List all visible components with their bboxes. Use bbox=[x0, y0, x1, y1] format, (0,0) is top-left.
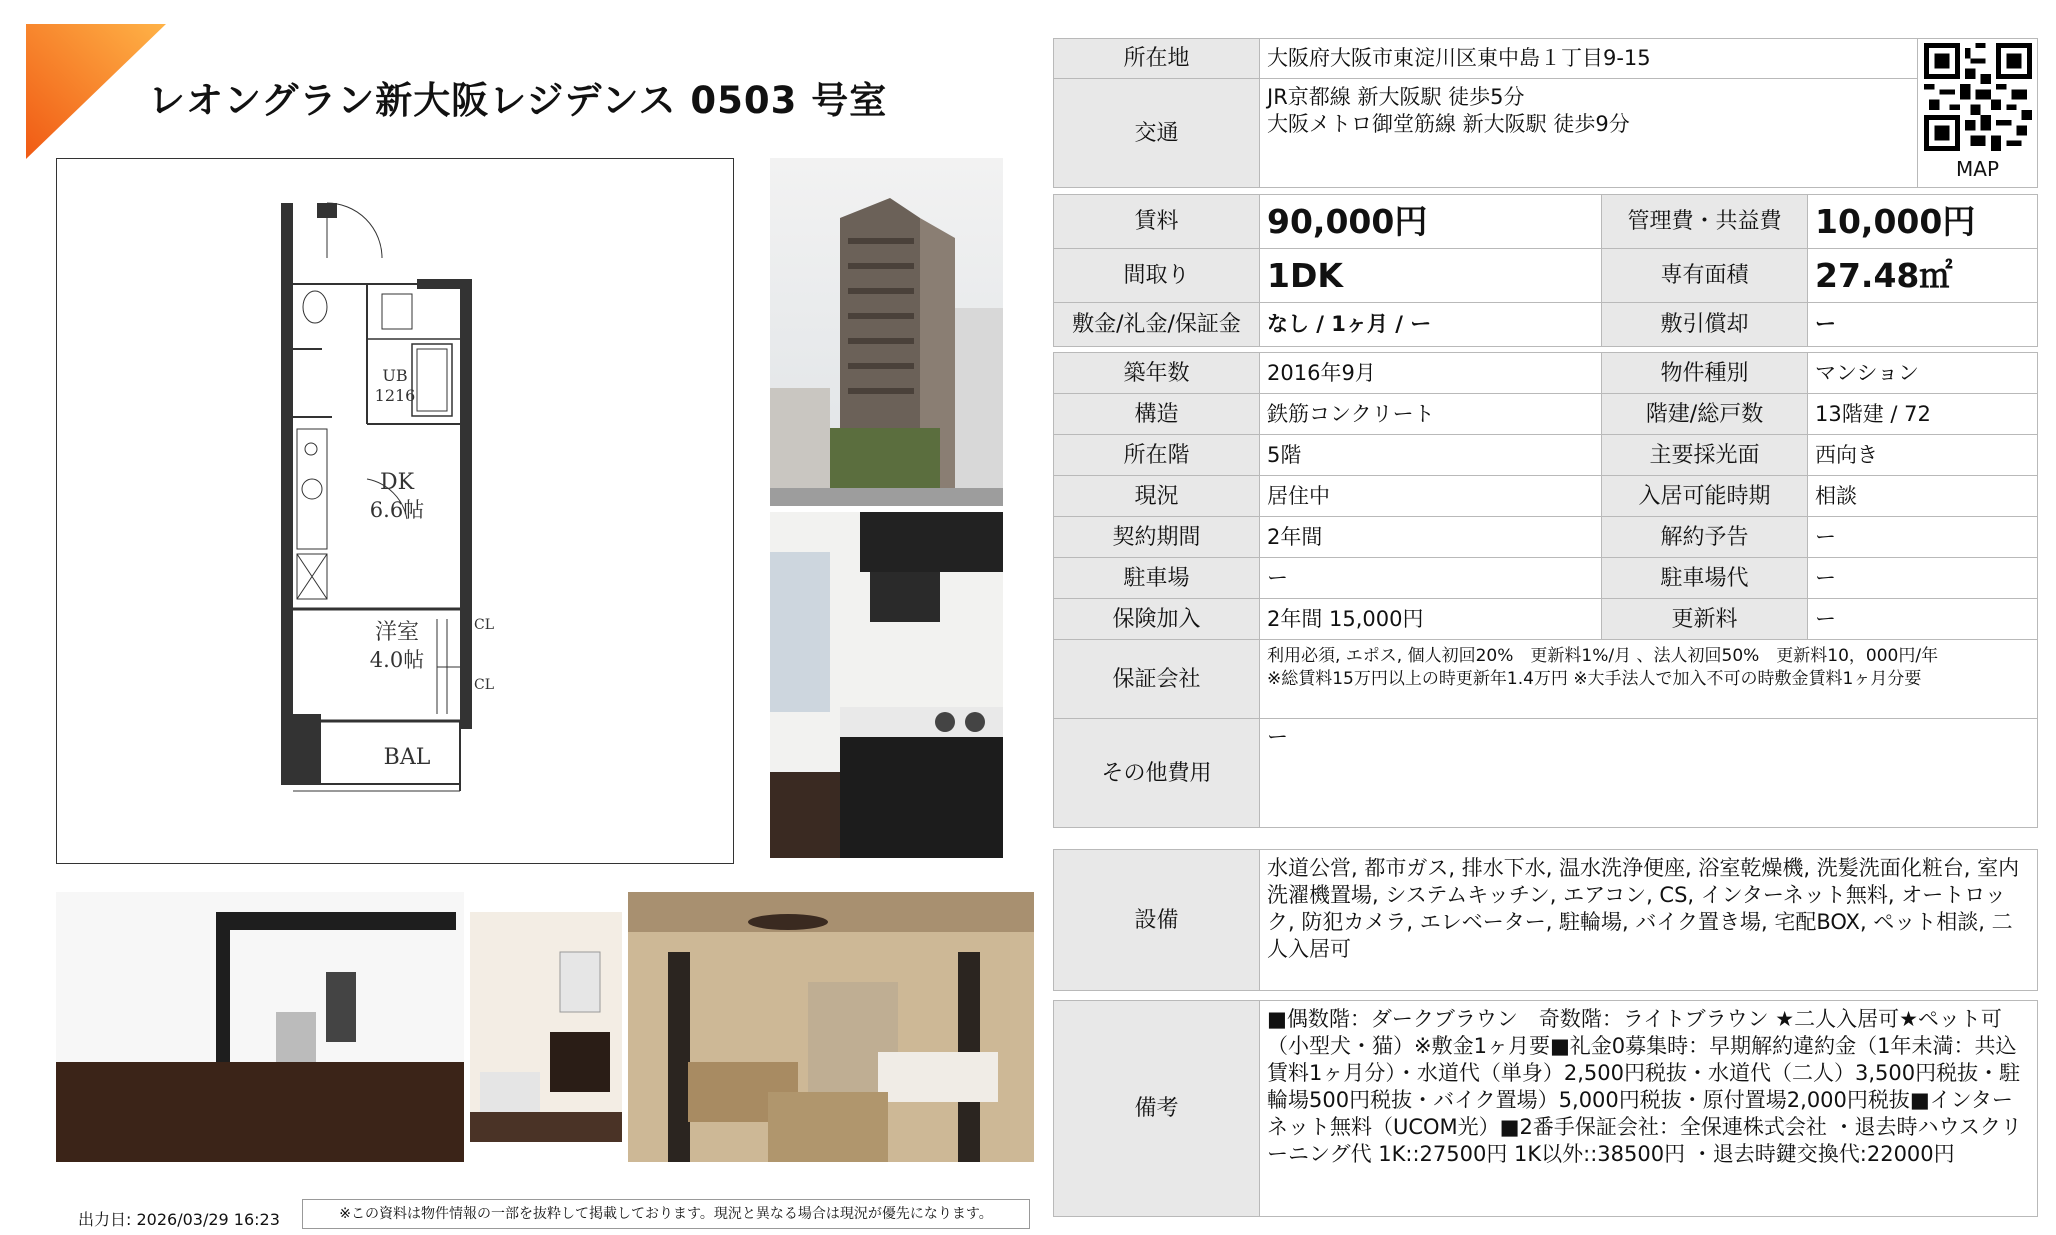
detail-value: 2016年9月 bbox=[1260, 353, 1602, 394]
detail-label: 現況 bbox=[1054, 476, 1260, 517]
remarks-label: 備考 bbox=[1054, 1001, 1260, 1217]
amortization-label: 敷引償却 bbox=[1602, 303, 1808, 347]
qr-code-icon[interactable] bbox=[1924, 43, 2032, 151]
fp-label-dk: DK bbox=[379, 470, 415, 495]
fp-label-dk-size: 6.6帖 bbox=[369, 498, 425, 522]
transport-line-1: JR京都線 新大阪駅 徒歩5分 bbox=[1267, 85, 1525, 109]
rent-table bbox=[1053, 194, 2038, 347]
equipment-label: 設備 bbox=[1054, 850, 1260, 991]
detail-value: ー bbox=[1808, 517, 2038, 558]
detail-label: 解約予告 bbox=[1602, 517, 1808, 558]
rent-value: 90,000円 bbox=[1260, 195, 1602, 249]
other-costs-label: その他費用 bbox=[1054, 719, 1260, 828]
detail-label: 所在階 bbox=[1054, 435, 1260, 476]
kitchen-photo bbox=[770, 512, 1003, 858]
equipment-value: 水道公営, 都市ガス, 排水下水, 温水洗浄便座, 浴室乾燥機, 洗髪洗面化粧台, 室内洗濯機置場, システムキッチン, エアコン, CS, インターネット無料, オートロック, 防犯カメラ, エレベーター, 駐輪場, バイク置き場, 宅配BOX, ペット相談, 二人入居可 bbox=[1260, 850, 2038, 991]
guarantee-line-2: ※総賃料15万円以上の時更新年1.4万円 ※大手法人で加入不可の時敷金賃料1ヶ月分要 bbox=[1267, 669, 1922, 689]
layout-value: 1DK bbox=[1260, 249, 1602, 303]
detail-value: 5階 bbox=[1260, 435, 1602, 476]
detail-value: 鉄筋コンクリート bbox=[1260, 394, 1602, 435]
area-value: 27.48㎡ bbox=[1808, 249, 2038, 303]
detail-label: 主要採光面 bbox=[1602, 435, 1808, 476]
detail-label: 駐車場 bbox=[1054, 558, 1260, 599]
floor-plan bbox=[56, 158, 734, 864]
rent-label: 賃料 bbox=[1054, 195, 1260, 249]
disclaimer-note: ※この資料は物件情報の一部を抜粋して掲載しております。現況と異なる場合は現況が優先になります。 bbox=[302, 1199, 1030, 1229]
other-costs-value: ー bbox=[1260, 719, 2038, 828]
living-room-photo bbox=[56, 892, 464, 1162]
location-label: 所在地 bbox=[1054, 39, 1260, 79]
detail-label: 更新料 bbox=[1602, 599, 1808, 640]
detail-label: 駐車場代 bbox=[1602, 558, 1808, 599]
location-value: 大阪府大阪市東淀川区東中島１丁目9-15 bbox=[1260, 39, 1918, 79]
area-label: 専有面積 bbox=[1602, 249, 1808, 303]
map-label[interactable]: MAP bbox=[1956, 157, 1999, 181]
equipment-table bbox=[1053, 849, 2038, 991]
washroom-photo bbox=[470, 912, 622, 1142]
management-fee-label: 管理費・共益費 bbox=[1602, 195, 1808, 249]
detail-value: 13階建 / 72 bbox=[1808, 394, 2038, 435]
location-table bbox=[1053, 38, 2038, 188]
fp-label-cl1: CL bbox=[473, 617, 495, 633]
detail-value: 相談 bbox=[1808, 476, 2038, 517]
deposit-value: なし / 1ヶ月 / ー bbox=[1260, 303, 1602, 347]
output-date: 出力日: 2026/03/29 16:23 bbox=[78, 1210, 280, 1229]
management-fee-value: 10,000円 bbox=[1808, 195, 2038, 249]
detail-label: 契約期間 bbox=[1054, 517, 1260, 558]
deposit-label: 敷金/礼金/保証金 bbox=[1054, 303, 1260, 347]
detail-value: 居住中 bbox=[1260, 476, 1602, 517]
amortization-value: ー bbox=[1808, 303, 2038, 347]
detail-value: 2年間 15,000円 bbox=[1260, 599, 1602, 640]
detail-value: ー bbox=[1808, 599, 2038, 640]
detail-value: 2年間 bbox=[1260, 517, 1602, 558]
company-logo bbox=[26, 24, 166, 164]
transport-label: 交通 bbox=[1054, 79, 1260, 188]
detail-value: ー bbox=[1260, 558, 1602, 599]
fp-label-yoshitsu-size: 4.0帖 bbox=[369, 648, 425, 672]
fp-label-bal: BAL bbox=[383, 745, 431, 770]
fp-label-yoshitsu: 洋室 bbox=[374, 620, 420, 645]
detail-label: 入居可能時期 bbox=[1602, 476, 1808, 517]
building-exterior-photo bbox=[770, 158, 1003, 506]
detail-value: マンション bbox=[1808, 353, 2038, 394]
map-qr-cell[interactable] bbox=[1918, 39, 2038, 188]
detail-label: 構造 bbox=[1054, 394, 1260, 435]
detail-label: 築年数 bbox=[1054, 353, 1260, 394]
detail-label: 保険加入 bbox=[1054, 599, 1260, 640]
detail-value: 西向き bbox=[1808, 435, 2038, 476]
guarantee-line-1: 利用必須, エポス, 個人初回20% 更新料1%/月 、法人初回50% 更新料10，000円/年 bbox=[1267, 646, 1939, 666]
detail-label: 階建/総戸数 bbox=[1602, 394, 1808, 435]
details-table bbox=[1053, 352, 2038, 828]
lobby-photo bbox=[628, 892, 1034, 1162]
layout-label: 間取り bbox=[1054, 249, 1260, 303]
transport-line-2: 大阪メトロ御堂筋線 新大阪駅 徒歩9分 bbox=[1267, 112, 1630, 136]
detail-label: 物件種別 bbox=[1602, 353, 1808, 394]
guarantee-label: 保証会社 bbox=[1054, 640, 1260, 719]
property-title: レオングラン新大阪レジデンス 0503 号室 bbox=[148, 79, 888, 122]
remarks-table bbox=[1053, 1000, 2038, 1217]
fp-label-ub: UB bbox=[382, 366, 408, 385]
detail-value: ー bbox=[1808, 558, 2038, 599]
remarks-value: ■偶数階：ダークブラウン 奇数階：ライトブラウン ★二人入居可★ペット可（小型犬・猫）※敷金1ヶ月要■礼金0募集時：早期解約違約金（1年未満：共込賃料1ヶ月分）・水道代（単身）2,500円税抜・水道代（二人）3,500円税抜・駐輪場500円税抜・バイク置場）5,000円税抜・原付置場2,000円税抜■インターネット無料（UCOM光）■2番手保証会社：全保連株式会社 ・退去時ハウスクリーニング代 1K::27500円 1K以外::38500円 ・退去時鍵交換代:22000円 bbox=[1260, 1001, 2038, 1217]
fp-label-cl2: CL bbox=[473, 677, 495, 693]
fp-label-ub-size: 1216 bbox=[374, 386, 416, 405]
